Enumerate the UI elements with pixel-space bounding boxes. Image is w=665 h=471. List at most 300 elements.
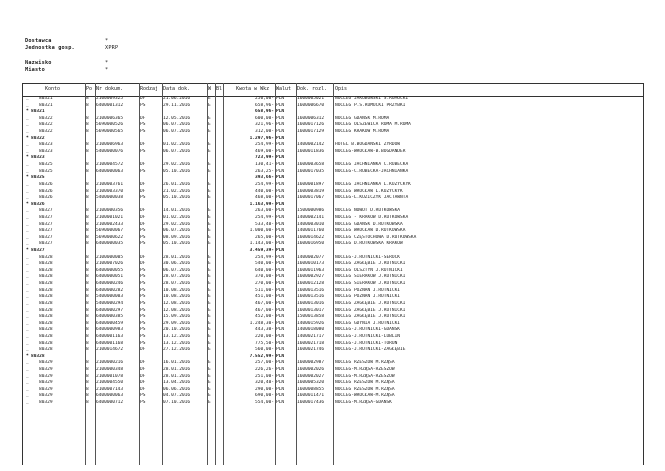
cell-data: 20.10.2016: [163, 327, 191, 333]
row-marker: _: [26, 320, 29, 326]
cell-kw: 1.163,99-: [249, 201, 274, 207]
row-marker: _: [26, 373, 29, 379]
cell-konto: 80329: [39, 380, 53, 386]
cell-opis: NOCLEG CZĘSTOCHOWA D.RUTKOWSKA: [335, 234, 417, 240]
cell-nr: 2100006963: [96, 142, 124, 148]
cell-nr: 2100001078: [96, 373, 124, 379]
cell-rozl: 1600011836: [297, 148, 325, 154]
cell-rozl: 1400018080: [297, 327, 325, 333]
cell-wal: PLN: [276, 267, 285, 273]
header-field-value: XPRP: [105, 45, 119, 51]
cell-opis: NOCLEG-L.KUZICZYK JACTAWNTA: [335, 195, 409, 201]
cell-kw: 600,00-: [255, 115, 274, 121]
cell-opis: NOCLEG ZAGŁĘBIE J.RUTNICKI: [335, 261, 406, 267]
cell-opis: NOCLEG JAKUBOWSKI S.RUMUCKI: [335, 96, 409, 101]
cell-po: 8: [86, 373, 89, 379]
cell-nr: 6400000297: [96, 307, 124, 313]
cell-konto: 80329: [39, 366, 53, 372]
cell-data: 06.06.2016: [163, 386, 191, 392]
cell-po: 8: [86, 267, 89, 273]
cell-rozl: 1600011963: [297, 267, 325, 273]
cell-po: 8: [86, 327, 89, 333]
column-header: Po: [86, 86, 93, 92]
invoice-table: [22, 83, 644, 465]
cell-rozl: 1600002027: [297, 373, 325, 379]
cell-w: E: [208, 221, 211, 227]
cell-data: 28.01.2016: [163, 366, 191, 372]
cell-nr: 2100004572: [96, 162, 124, 168]
cell-w: E: [208, 214, 211, 220]
cell-wal: PLN: [276, 228, 285, 234]
cell-rod: DF: [140, 188, 146, 194]
cell-po: 8: [86, 142, 89, 148]
cell-w: E: [208, 228, 211, 234]
cell-w: E: [208, 380, 211, 386]
cell-nr: 6400000035: [96, 241, 124, 247]
cell-kw: 254,99-: [255, 142, 274, 148]
cell-w: E: [208, 400, 211, 406]
cell-po: 8: [86, 195, 89, 201]
cell-rozl: 1400015926: [297, 320, 325, 326]
cell-w: E: [208, 181, 211, 187]
cell-kw: 690,00-: [255, 393, 274, 399]
row-marker: *: [26, 248, 29, 254]
header-field: [25, 38, 109, 44]
row-marker: _: [26, 228, 29, 234]
cell-po: 8: [86, 234, 89, 240]
cell-wal: PLN: [276, 261, 285, 267]
cell-kw: 451,00-: [255, 294, 274, 300]
header-field: [25, 45, 119, 51]
cell-konto: 80328: [39, 320, 53, 326]
column-divider: [85, 83, 86, 465]
cell-data: 29.11.2016: [163, 102, 191, 108]
cell-opis: NOCLEG ZAGŁĘBIE J.RUTNICKI: [335, 307, 406, 313]
cell-w: E: [208, 122, 211, 128]
cell-w: E: [208, 327, 211, 333]
column-divider: [333, 83, 334, 465]
cell-konto: 80322: [39, 115, 53, 121]
cell-w: E: [208, 162, 211, 168]
cell-opis: NOCLEG GDYNIA J.RUTNICKI: [335, 320, 401, 326]
cell-w: E: [208, 96, 211, 101]
cell-konto: 80329: [39, 373, 53, 379]
cell-rod: DF: [140, 380, 146, 386]
cell-rod: PS: [140, 307, 146, 313]
row-marker: _: [26, 129, 29, 135]
cell-konto: 80329: [39, 386, 53, 392]
row-marker: _: [26, 314, 29, 320]
cell-opis: NOCLEG POZNAŃ J.RUTNICKI: [335, 294, 401, 300]
cell-wal: PLN: [276, 400, 285, 406]
cell-opis: NOCLEG RZESZÓW M.RZĄSA: [335, 360, 395, 366]
column-divider: [215, 83, 216, 465]
cell-rozl: 1500000986: [297, 208, 325, 214]
cell-opis: NOCLEG-J.RUTNICKI-GDAŃSK: [335, 327, 401, 333]
cell-wal: PLN: [276, 188, 285, 194]
column-header: Data dok.: [163, 86, 191, 92]
cell-nr: 2100000216: [96, 360, 124, 366]
cell-konto: 80322: [39, 122, 53, 128]
column-header: Walut: [276, 86, 292, 92]
column-header: W: [208, 86, 212, 92]
cell-kw: 220,00-: [255, 333, 274, 339]
cell-konto: 80321: [39, 102, 53, 108]
row-marker: _: [26, 281, 29, 287]
cell-po: 8: [86, 221, 89, 227]
cell-opis: NOCLEG P.S.RUMUCKI PRZYBKI: [335, 102, 406, 108]
cell-kw: 265,00-: [255, 234, 274, 240]
column-header: Dok. rozl.: [297, 86, 328, 92]
column-divider: [139, 83, 140, 465]
cell-w: E: [208, 129, 211, 135]
cell-rozl: 1400003010: [297, 221, 325, 227]
cell-konto: 80323: [31, 155, 45, 161]
cell-wal: PLN: [276, 234, 285, 240]
cell-po: 8: [86, 148, 89, 154]
cell-opis: NOCLEG KRAKÓW M.ROMA: [335, 129, 390, 135]
cell-wal: PLN: [276, 195, 285, 201]
column-header: Nr dokum.: [96, 86, 124, 92]
cell-wal: PLN: [276, 102, 285, 108]
cell-opis: NOCLEG POZNAŃ J.RUTNICKI: [335, 287, 401, 293]
cell-opis: NOCLEG-WROCŁAW-M.RZĄSA: [335, 393, 395, 399]
cell-kw: 452,00-: [255, 314, 274, 320]
cell-kw: 443,30-: [255, 327, 274, 333]
cell-data: 26.01.2016: [163, 181, 191, 187]
cell-po: 8: [86, 366, 89, 372]
cell-w: E: [208, 294, 211, 300]
cell-po: 8: [86, 254, 89, 260]
cell-rozl: 1600013516: [297, 294, 325, 300]
cell-po: 8: [86, 360, 89, 366]
cell-wal: PLN: [276, 281, 285, 287]
cell-wal: PLN: [276, 320, 285, 326]
cell-rod: DF: [140, 347, 146, 353]
cell-wal: PLN: [276, 241, 285, 247]
cell-opis: NOCLEG GDAŃSK D.RUTKOWSKA: [335, 221, 403, 227]
cell-konto: 80328: [39, 327, 53, 333]
cell-kw: 393,66-: [255, 175, 274, 181]
cell-data: 15.09.2016: [163, 314, 191, 320]
cell-konto: 80326: [39, 195, 53, 201]
column-header: Rodzaj: [140, 86, 159, 92]
cell-nr: 6400001168: [96, 340, 124, 346]
row-marker: _: [26, 96, 29, 101]
cell-konto: 80328: [39, 261, 53, 267]
cell-opis: NOCLEG-M.RZĄSA-GDAŃSK: [335, 400, 392, 406]
cell-rod: DF: [140, 221, 146, 227]
cell-data: 08.09.2016: [163, 234, 191, 240]
cell-opis: NOCLEG NOWOT D.RUTKOWSKA: [335, 208, 401, 214]
cell-nr: 2100003761: [96, 181, 124, 187]
cell-konto: 80328: [39, 287, 53, 293]
cell-kw: 263,25-: [255, 168, 274, 174]
cell-konto: 80323: [39, 142, 53, 148]
row-marker: *: [26, 201, 29, 207]
cell-wal: PLN: [276, 254, 285, 260]
row-marker: _: [26, 254, 29, 260]
cell-opis: NOCLEG ZAGŁĘBIE J.RUTNICKI: [335, 300, 406, 306]
cell-kw: 1.248,30-: [249, 320, 274, 326]
cell-data: 06.07.2016: [163, 228, 191, 234]
cell-data: 06.07.2016: [163, 122, 191, 128]
cell-kw: 370,00-: [255, 274, 274, 280]
cell-data: 13.12.2016: [163, 333, 191, 339]
cell-wal: PLN: [276, 142, 285, 148]
row-marker: _: [26, 102, 29, 108]
cell-konto: 80328: [39, 294, 53, 300]
row-marker: _: [26, 241, 29, 247]
cell-nr: 2100009325: [96, 96, 124, 101]
cell-nr: 2100014672: [96, 347, 124, 353]
cell-rod: DF: [140, 96, 146, 101]
cell-data: 29.09.2016: [163, 320, 191, 326]
cell-w: E: [208, 366, 211, 372]
cell-wal: PLN: [276, 115, 285, 121]
cell-kw: 254,99-: [255, 214, 274, 220]
cell-opis: NOCLEG WROCŁAW L.KUZYCKYK: [335, 188, 403, 194]
cell-data: 30.06.2016: [163, 261, 191, 267]
cell-opis: NOCLEG JACHNIANKA C.RUBECKA: [335, 162, 409, 168]
cell-rozl: 1600002987: [297, 360, 325, 366]
row-marker: _: [26, 195, 29, 201]
cell-w: E: [208, 360, 211, 366]
row-marker: _: [26, 366, 29, 372]
cell-rod: PS: [140, 148, 146, 154]
cell-po: 8: [86, 188, 89, 194]
cell-data: 06.07.2016: [163, 148, 191, 154]
cell-kw: 7.552,99-: [249, 353, 274, 359]
cell-w: E: [208, 261, 211, 267]
cell-konto: 80328: [39, 267, 53, 273]
row-marker: _: [26, 294, 29, 300]
row-marker: _: [26, 386, 29, 392]
row-marker: _: [26, 274, 29, 280]
cell-opis: NOCLEG-J.RUTNICKI-ZAGŁĘBIE: [335, 347, 406, 353]
cell-kw: 254,99-: [255, 181, 274, 187]
cell-konto: 80327: [39, 214, 53, 220]
cell-nr: 6400000712: [96, 400, 124, 406]
cell-w: E: [208, 102, 211, 108]
cell-rod: PS: [140, 400, 146, 406]
column-divider: [275, 83, 276, 465]
cell-po: 8: [86, 261, 89, 267]
cell-data: 12.05.2016: [163, 115, 191, 121]
row-marker: _: [26, 188, 29, 194]
cell-konto: 80328: [39, 314, 53, 320]
cell-rod: PS: [140, 228, 146, 234]
cell-rod: PS: [140, 274, 146, 280]
column-header: Konto: [45, 86, 61, 92]
cell-wal: PLN: [276, 201, 285, 207]
cell-wal: PLN: [276, 129, 285, 135]
row-marker: _: [26, 340, 29, 346]
cell-nr: 2100003370: [96, 188, 124, 194]
cell-po: 8: [86, 380, 89, 386]
cell-rod: DF: [140, 360, 146, 366]
cell-opis: NOCLEG SIERAKÓW J.RUTNICKI: [335, 274, 406, 280]
cell-rozl: 1600017436: [297, 400, 325, 406]
cell-rozl: 1600010173: [297, 261, 325, 267]
cell-data: 01.02.2016: [163, 214, 191, 220]
cell-data: 04.07.2016: [163, 393, 191, 399]
cell-data: 06.07.2016: [163, 129, 191, 135]
cell-rozl: 1400002077: [297, 254, 325, 260]
cell-opis: NOCLEG ZAGŁĘBIE J.RUTNICKI: [335, 314, 406, 320]
row-marker: *: [26, 135, 29, 141]
row-marker: _: [26, 221, 29, 227]
cell-rod: PS: [140, 102, 146, 108]
cell-konto: 80327: [39, 241, 53, 247]
cell-rozl: 1600021718: [297, 340, 325, 346]
cell-konto: 80326: [39, 181, 53, 187]
cell-rozl: 1600013016: [297, 300, 325, 306]
cell-kw: 251,00-: [255, 373, 274, 379]
cell-nr: 6400000063: [96, 168, 124, 174]
column-divider: [162, 83, 163, 465]
cell-po: 8: [86, 320, 89, 326]
row-marker: _: [26, 307, 29, 313]
row-marker: _: [26, 148, 29, 154]
row-marker: _: [26, 360, 29, 366]
cell-opis: NOCLEG-WROCŁAW-B.BOGDANDER: [335, 148, 406, 154]
cell-po: 8: [86, 102, 89, 108]
cell-opis: NOCLEG-J.RUTNICKI-TORUŃ: [335, 340, 398, 346]
cell-nr: 5690000622: [96, 234, 124, 240]
cell-po: 8: [86, 287, 89, 293]
cell-opis: NOCLEG WROCŁAW D.RUTKOWSKA: [335, 228, 406, 234]
cell-kw: 554,00-: [255, 400, 274, 406]
cell-wal: PLN: [276, 386, 285, 392]
cell-rozl: 1600002026: [297, 366, 325, 372]
cell-opis: NOCLEG OLSZEWICA ROMA M.ROMA: [335, 122, 411, 128]
cell-konto: 80326: [31, 201, 45, 207]
cell-rod: PS: [140, 195, 146, 201]
cell-data: 05.10.2016: [163, 241, 191, 247]
row-marker: _: [26, 287, 29, 293]
cell-opis: NOCLEG OLSZTYN J.RUTNICKI: [335, 267, 403, 273]
cell-data: 28.07.2016: [163, 281, 191, 287]
cell-wal: PLN: [276, 109, 285, 115]
cell-rod: PS: [140, 267, 146, 273]
cell-rozl: 1400002141: [297, 214, 325, 220]
cell-konto: 80328: [39, 340, 53, 346]
cell-rozl: 1600012128: [297, 281, 325, 287]
cell-po: 8: [86, 307, 89, 313]
cell-wal: PLN: [276, 155, 285, 161]
cell-wal: PLN: [276, 314, 285, 320]
cell-kw: 723,99-: [255, 155, 274, 161]
cell-konto: 80326: [39, 188, 53, 194]
cell-data: 29.02.2016: [163, 162, 191, 168]
cell-rod: DF: [140, 386, 146, 392]
cell-wal: PLN: [276, 353, 285, 359]
cell-kw: 440,00-: [255, 188, 274, 194]
cell-rozl: 1600005021: [297, 96, 325, 101]
cell-nr: 5400000038: [96, 195, 124, 201]
row-marker: _: [26, 327, 29, 333]
row-marker: _: [26, 300, 29, 306]
cell-konto: 80327: [31, 248, 45, 254]
cell-konto: 80323: [39, 148, 53, 154]
cell-data: 05.10.2016: [163, 168, 191, 174]
cell-opis: NOCLEG-M.RZĄSA-RZESZÓW: [335, 373, 395, 379]
cell-opis: NOCLEG SIERAKÓW J.RUTNICKI: [335, 281, 406, 287]
cell-opis: NOCLEG D.RUTKOWSKA KRAKÓW: [335, 241, 403, 247]
cell-kw: 658,96-: [255, 102, 274, 108]
cell-po: 8: [86, 214, 89, 220]
cell-po: 8: [86, 340, 89, 346]
cell-data: 12.08.2016: [163, 307, 191, 313]
cell-wal: PLN: [276, 333, 285, 339]
cell-rozl: 1600017126: [297, 122, 325, 128]
cell-rozl: 1400021717: [297, 333, 325, 339]
cell-wal: PLN: [276, 175, 285, 181]
cell-wal: PLN: [276, 181, 285, 187]
cell-po: 8: [86, 274, 89, 280]
row-marker: _: [26, 234, 29, 240]
cell-rod: PS: [140, 333, 146, 339]
cell-w: E: [208, 168, 211, 174]
cell-data: 29.02.2016: [163, 221, 191, 227]
cell-w: E: [208, 254, 211, 260]
column-header: Opis: [335, 86, 348, 92]
cell-konto: 80328: [39, 333, 53, 339]
cell-wal: PLN: [276, 122, 285, 128]
cell-nr: 2100000348: [96, 366, 124, 372]
cell-rod: PS: [140, 314, 146, 320]
cell-kw: 640,00-: [255, 267, 274, 273]
cell-opis: NOCLEG-J.RUTNICKI-LUBLIN: [335, 333, 401, 339]
cell-opis: NOCLEG RZESZÓW M.RZĄSA: [335, 386, 395, 392]
cell-wal: PLN: [276, 287, 285, 293]
cell-wal: PLN: [276, 327, 285, 333]
header-field-label: Miasto: [25, 67, 45, 73]
cell-w: E: [208, 281, 211, 287]
cell-kw: 467,00-: [255, 300, 274, 306]
row-marker: _: [26, 347, 29, 353]
cell-wal: PLN: [276, 274, 285, 280]
header-field-value: *: [105, 38, 109, 44]
cell-data: 13.04.2016: [163, 380, 191, 386]
cell-kw: 226,26-: [255, 366, 274, 372]
cell-konto: 80321: [31, 109, 45, 115]
cell-rozl: 1400002142: [297, 142, 325, 148]
cell-data: 28.01.2016: [163, 254, 191, 260]
cell-konto: 80327: [39, 208, 53, 214]
cell-w: E: [208, 188, 211, 194]
cell-rod: PS: [140, 168, 146, 174]
cell-konto: 80327: [39, 228, 53, 234]
cell-kw: 312,00-: [255, 129, 274, 135]
cell-data: 12.08.2016: [163, 300, 191, 306]
cell-kw: 469,00-: [255, 148, 274, 154]
cell-wal: PLN: [276, 148, 285, 154]
cell-rod: DF: [140, 115, 146, 121]
header-field-value: *: [105, 67, 109, 73]
cell-nr: 5690000565: [96, 129, 124, 135]
cell-konto: 80325: [39, 168, 53, 174]
row-marker: *: [26, 155, 29, 161]
cell-wal: PLN: [276, 340, 285, 346]
cell-rozl: 1600003819: [297, 188, 325, 194]
row-marker: _: [26, 333, 29, 339]
cell-nr: 2100006365: [96, 115, 124, 121]
cell-kw: 321,96-: [255, 122, 274, 128]
cell-rozl: 1600017129: [297, 129, 325, 135]
cell-w: E: [208, 373, 211, 379]
